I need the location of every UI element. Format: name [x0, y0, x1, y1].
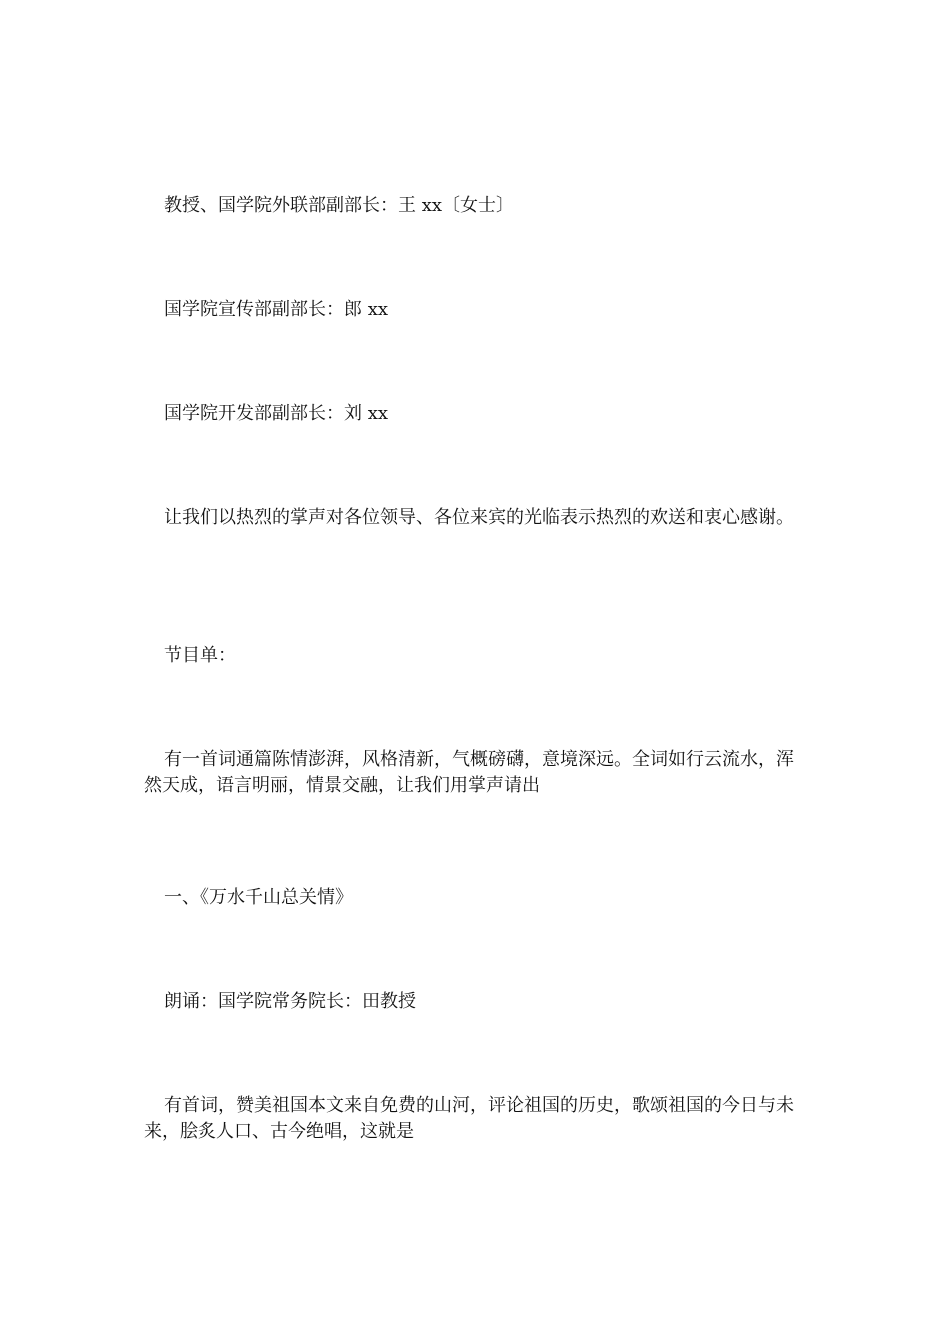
paragraph-intro-next: 有首词，赞美祖国本文来自免费的山河，评论祖国的历史，歌颂祖国的今日与未来，脍炙人口、古今绝唱，这就是 [144, 1095, 794, 1142]
paragraph-recital-performer: 朗诵：国学院常务院长：田教授 [164, 991, 416, 1012]
paragraph-guest-liu: 国学院开发部副部长：刘 xx [164, 403, 389, 424]
paragraph-program-heading: 节目单： [164, 645, 236, 666]
paragraph-welcome: 让我们以热烈的掌声对各位领导、各位来宾的光临表示热烈的欢送和衷心感谢。 [164, 507, 794, 528]
paragraph-guest-wang: 教授、国学院外联部副部长：王 xx〔女士〕 [164, 195, 515, 216]
paragraph-intro-poem: 有一首词通篇陈情澎湃，风格清新，气概磅礴，意境深远。全词如行云流水，浑然天成，语言明丽，情景交融，让我们用掌声请出 [144, 749, 794, 796]
paragraph-guest-lang: 国学院宣传部副部长：郎 xx [164, 299, 389, 320]
paragraph-item-one-title: 一、《万水千山总关情》 [164, 887, 353, 908]
